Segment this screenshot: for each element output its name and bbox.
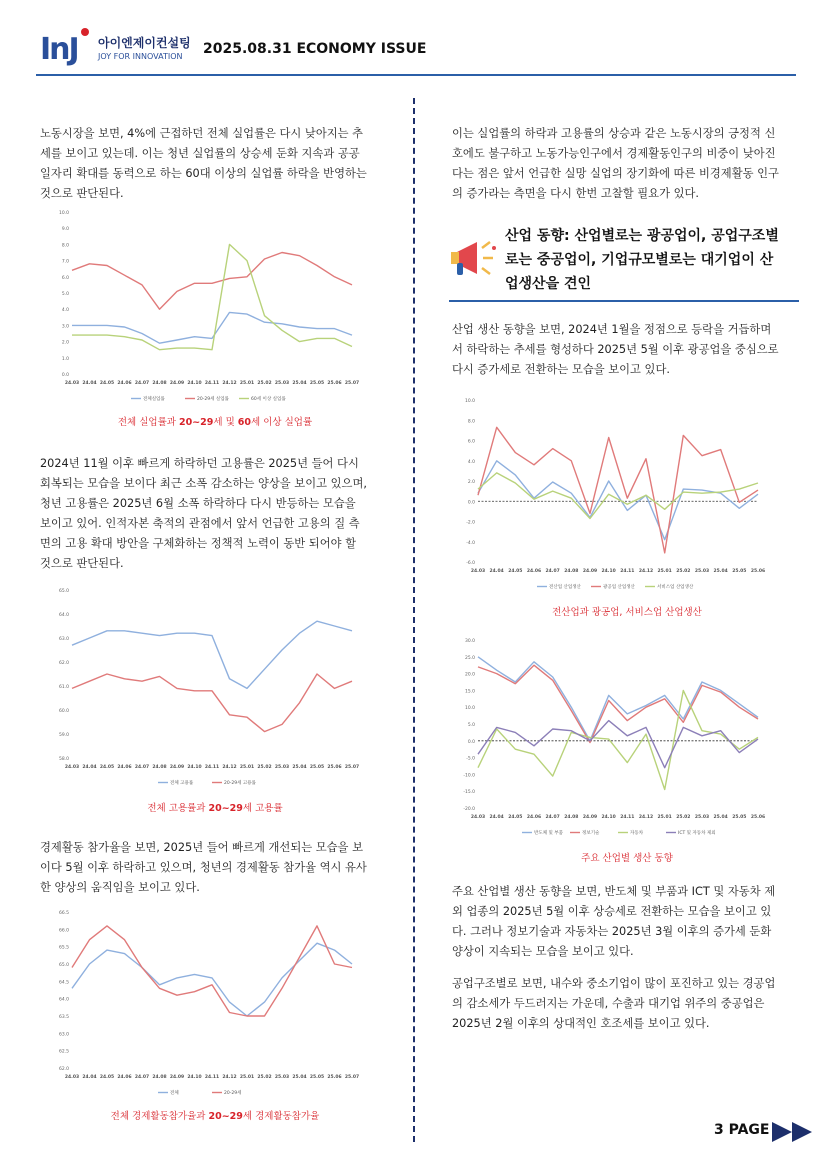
y-tick-label: 10.0	[464, 399, 475, 404]
y-tick-label: 1.0	[61, 356, 69, 362]
text-line: 의 감소세가 두드러지는 가운데, 수출과 대기업 위주의 중공업은	[452, 997, 765, 1010]
x-tick-label: 24.06	[117, 1075, 132, 1080]
chart-svg	[50, 906, 360, 1100]
legend-label: 전체실업률	[143, 397, 165, 402]
series-line	[478, 461, 758, 540]
caption-text: 세 경제활동참가율	[242, 1111, 320, 1122]
text-line: 면의 고용 확대 방안을 구체화하는 정책적 노력이 동반 되어야 할	[40, 537, 357, 550]
caption-unemployment	[40, 414, 390, 428]
x-tick-label: 24.05	[99, 1075, 115, 1080]
y-tick-label: -5.0	[466, 756, 475, 762]
x-tick-label: 25.04	[292, 381, 307, 386]
chart-major-industries	[456, 634, 766, 840]
y-tick-label: 10.0	[58, 211, 69, 216]
legend-label: 20-29세 고용률	[224, 781, 256, 786]
y-tick-label: 8.0	[61, 243, 69, 249]
logo-dot	[81, 28, 89, 36]
x-tick-label: 24.10	[187, 381, 202, 386]
y-tick-label: 62.0	[58, 661, 69, 666]
x-tick-label: 25.04	[713, 569, 728, 574]
x-tick-label: 24.11	[620, 569, 635, 574]
caption-major-industries: 주요 산업별 생산 동향	[581, 853, 673, 864]
series-line	[478, 427, 758, 553]
page-number: 3 PAGE	[714, 1122, 770, 1138]
legend-label: 서비스업 산업생산	[657, 585, 694, 590]
x-tick-label: 24.03	[64, 381, 80, 386]
text-line: 외 업종의 2025년 5월 이후 상승세로 전환하는 모습을 보이고 있	[452, 905, 772, 918]
legend-label: 전산업 산업생산	[549, 585, 581, 590]
x-tick-label: 24.11	[620, 815, 635, 820]
series-line	[72, 253, 352, 310]
x-tick-label: 24.12	[638, 815, 654, 820]
x-tick-label: 24.09	[169, 381, 185, 386]
text-line: 세를 보이고 있는데. 이는 청년 실업률의 상승세 둔화 지속과 공공	[40, 147, 360, 160]
x-tick-label: 24.10	[601, 815, 616, 820]
legend-label: ICT 및 자동차 제외	[678, 831, 716, 836]
text-line: 노동시장을 보면, 4%에 근접하던 전체 실업률은 다시 낮아지는 추	[40, 127, 364, 140]
series-line	[72, 943, 352, 1016]
x-tick-label: 24.03	[64, 1075, 80, 1080]
y-tick-label: 63.0	[58, 637, 69, 642]
x-tick-label: 24.07	[545, 815, 560, 820]
logo-english: JOY FOR INNOVATION	[98, 52, 183, 61]
y-tick-label: 0.0	[467, 739, 475, 745]
caption-text: 세 고용률	[242, 803, 283, 814]
x-tick-label: 25.02	[257, 1075, 272, 1080]
y-tick-label: 66.0	[58, 928, 69, 934]
text-line: 이다 5월 이후 하락하고 있으며, 청년의 경제활동 참가율 역시 유사	[40, 861, 367, 874]
x-tick-label: 24.09	[582, 569, 598, 574]
text-line: 보이고 있어. 인적자본 축적의 관점에서 앞서 언급한 고용의 질 측	[40, 517, 360, 530]
x-tick-label: 24.07	[134, 1075, 150, 1080]
x-tick-label: 24.06	[117, 765, 132, 770]
x-tick-label: 24.09	[169, 765, 185, 770]
title-line: 업생산을 견인	[505, 276, 592, 292]
paragraph-unemployment	[40, 124, 390, 204]
y-tick-label: 65.5	[58, 945, 69, 951]
x-tick-label: 24.04	[489, 815, 504, 820]
y-tick-label: 63.0	[58, 1032, 69, 1038]
x-tick-label: 24.06	[117, 381, 132, 386]
caption-text: 20~29	[208, 1111, 243, 1122]
title-line: 로는 중공업이, 기업규모별로는 대기업이 산	[505, 252, 774, 268]
x-tick-label: 24.04	[489, 569, 504, 574]
chart-svg	[50, 584, 360, 790]
legend-label: 자동차	[630, 831, 644, 836]
x-tick-label: 25.06	[750, 815, 766, 820]
y-tick-label: 2.0	[61, 340, 69, 346]
x-tick-label: 24.10	[601, 569, 616, 574]
megaphone-icon	[449, 236, 499, 280]
x-tick-label: 24.08	[564, 815, 579, 820]
legend-label: 60세 이상 실업률	[251, 397, 286, 402]
series-line	[72, 926, 352, 1016]
y-tick-label: 0.0	[61, 373, 69, 378]
y-tick-label: 64.0	[58, 997, 69, 1003]
chart-participation	[50, 906, 360, 1100]
y-tick-label: 7.0	[61, 259, 69, 265]
legend-label: 20-29세	[224, 1091, 242, 1096]
y-tick-label: 6.0	[61, 275, 69, 281]
x-tick-label: 25.05	[732, 815, 747, 820]
y-tick-label: 59.0	[58, 733, 69, 738]
x-tick-label: 25.03	[694, 815, 710, 820]
y-tick-label: 5.0	[467, 723, 475, 728]
legend-label: 광공업 산업생산	[603, 585, 635, 590]
x-tick-label: 24.08	[152, 1075, 167, 1080]
y-tick-label: 64.0	[58, 613, 69, 618]
x-tick-label: 24.08	[152, 381, 167, 386]
x-tick-label: 24.07	[545, 569, 560, 574]
x-tick-label: 24.11	[204, 381, 220, 386]
caption-industry-production: 전산업과 광공업, 서비스업 산업생산	[552, 607, 702, 618]
y-tick-label: 8.0	[467, 419, 475, 425]
y-tick-label: 66.5	[58, 911, 69, 916]
text-line: 산업 생산 동향을 보면, 2024년 1월을 정점으로 등락을 거듭하며	[452, 323, 772, 336]
x-tick-label: 25.05	[732, 569, 747, 574]
y-tick-label: 65.0	[58, 963, 69, 968]
y-tick-label: -15.0	[463, 790, 475, 796]
text-line: 다시 증가세로 전환하는 모습을 보이고 있다.	[452, 363, 670, 376]
caption-text: 전체 고용률과	[147, 803, 209, 814]
y-tick-label: -20.0	[463, 807, 475, 812]
y-tick-label: 25.0	[464, 655, 475, 661]
chart-svg	[456, 634, 766, 840]
y-tick-label: 63.5	[58, 1015, 69, 1020]
y-tick-label: 62.5	[58, 1049, 69, 1055]
section-heading-industry	[449, 222, 799, 302]
y-tick-label: 15.0	[464, 689, 475, 695]
y-tick-label: 4.0	[61, 308, 69, 314]
y-tick-label: -6.0	[466, 561, 475, 566]
text-line: 주요 산업별 생산 동향을 보면, 반도체 및 부품과 ICT 및 자동차 제	[452, 885, 776, 898]
x-tick-label: 25.01	[657, 569, 672, 574]
x-tick-label: 25.03	[274, 381, 290, 386]
x-tick-label: 24.12	[222, 381, 237, 386]
caption-text: 60	[237, 417, 252, 428]
x-tick-label: 25.03	[274, 1075, 290, 1080]
x-tick-label: 25.06	[327, 1075, 342, 1080]
y-tick-label: 2.0	[467, 480, 475, 485]
y-tick-label: 3.0	[61, 324, 69, 330]
chart-employment	[50, 584, 360, 790]
text-line: 공업구조별로 보면, 내수와 중소기업이 많이 포진하고 있는 경공업	[452, 977, 776, 990]
logo-korean: 아이엔제이컨설팅	[98, 36, 191, 50]
y-tick-label: 4.0	[467, 459, 475, 465]
y-tick-label: 60.0	[58, 709, 69, 714]
x-tick-label: 25.03	[694, 569, 710, 574]
legend-label: 정보기술	[582, 831, 600, 836]
x-tick-label: 25.02	[257, 765, 272, 770]
x-tick-label: 24.12	[222, 765, 237, 770]
company-logo	[40, 28, 200, 68]
text-line: 의 증가라는 측면을 다시 한번 고찰할 필요가 있다.	[452, 187, 699, 200]
y-tick-label: -4.0	[466, 540, 475, 546]
y-tick-label: 64.5	[58, 980, 69, 986]
x-tick-label: 24.05	[99, 381, 115, 386]
paragraph-labor-signal	[452, 124, 802, 204]
caption-text: 20~29	[178, 417, 214, 428]
y-tick-label: 6.0	[467, 439, 475, 445]
text-line: 2024년 11월 이후 빠르게 하락하던 고용률은 2025년 들어 다시	[40, 457, 359, 470]
chart-unemployment	[50, 206, 360, 406]
x-tick-label: 24.04	[82, 765, 97, 770]
caption-text: 세 및	[213, 417, 238, 428]
x-tick-label: 25.01	[239, 1075, 255, 1080]
section-title	[505, 224, 797, 296]
text-line: 것으로 판단된다.	[40, 187, 124, 200]
x-tick-label: 25.06	[327, 765, 342, 770]
paragraph-industry-structure	[452, 974, 802, 1034]
x-tick-label: 25.04	[713, 815, 728, 820]
x-tick-label: 25.07	[344, 1075, 360, 1080]
x-tick-label: 24.08	[564, 569, 579, 574]
x-tick-label: 24.05	[508, 815, 523, 820]
x-tick-label: 24.06	[526, 569, 542, 574]
text-line: 다. 그러나 정보기술과 자동차는 2025년 3월 이후의 증가세 둔화	[452, 925, 772, 938]
x-tick-label: 25.04	[292, 1075, 307, 1080]
x-tick-label: 24.11	[204, 765, 220, 770]
text-line: 서 하락하는 추세를 형성하다 2025년 5월 이후 광공업을 중심으로	[452, 343, 779, 356]
x-tick-label: 24.03	[64, 765, 80, 770]
column-divider	[413, 98, 415, 1142]
text-line: 호에도 불구하고 노동가능인구에서 경제활동인구의 비중이 낮아진	[452, 147, 776, 160]
x-tick-label: 24.03	[470, 815, 486, 820]
caption-text: 전체 실업률과	[117, 417, 179, 428]
y-tick-label: 30.0	[464, 639, 475, 644]
series-line	[478, 721, 758, 768]
x-tick-label: 24.09	[582, 815, 598, 820]
x-tick-label: 25.04	[292, 765, 307, 770]
y-tick-label: 58.0	[58, 757, 69, 762]
caption-text: 전체 경제활동참가율과	[110, 1111, 209, 1122]
x-tick-label: 24.06	[526, 815, 542, 820]
caption-employment	[40, 800, 390, 814]
y-tick-label: 61.0	[58, 685, 69, 690]
text-line: 다는 점은 앞서 언급한 실망 실업의 장기화에 따른 비경제활동 인구	[452, 167, 779, 180]
y-tick-label: 20.0	[464, 672, 475, 678]
x-tick-label: 25.05	[309, 1075, 325, 1080]
text-line: 한 양상의 움직임을 보이고 있다.	[40, 881, 200, 894]
x-tick-label: 25.05	[309, 381, 325, 386]
legend-label: 반도체 및 부품	[534, 831, 563, 836]
series-line	[72, 312, 352, 343]
issue-title: 2025.08.31 ECONOMY ISSUE	[203, 41, 427, 57]
text-line: 회복되는 모습을 보이다 최근 소폭 감소하는 양상을 보이고 있으며,	[40, 477, 367, 490]
y-tick-label: 9.0	[61, 227, 69, 233]
x-tick-label: 24.07	[134, 381, 150, 386]
x-tick-label: 25.01	[657, 815, 672, 820]
paragraph-major-industries	[452, 882, 802, 962]
text-line: 일자리 확대를 동력으로 하는 60대 이상의 실업률 하락을 반영하는	[40, 167, 367, 180]
text-line: 2025년 2월 이후의 상대적인 호조세를 보이고 있다.	[452, 1017, 710, 1030]
chart-svg	[456, 394, 766, 594]
text-line: 양상이 지속되는 모습을 보이고 있다.	[452, 945, 634, 958]
text-line: 경제활동 참가율을 보면, 2025년 들어 빠르게 개선되는 모습을 보	[40, 841, 363, 854]
x-tick-label: 25.05	[309, 765, 325, 770]
x-tick-label: 25.02	[676, 815, 691, 820]
y-tick-label: 62.0	[58, 1067, 69, 1072]
x-tick-label: 24.10	[187, 1075, 202, 1080]
y-tick-label: -10.0	[463, 773, 475, 779]
header-rule	[36, 74, 796, 76]
legend-label: 전체 고용률	[170, 781, 194, 786]
y-tick-label: 65.0	[58, 589, 69, 594]
y-tick-label: 5.0	[61, 292, 69, 297]
caption-text: 세 이상 실업률	[251, 417, 313, 428]
text-line: 이는 실업률의 하락과 고용률의 상승과 같은 노동시장의 긍정적 신	[452, 127, 776, 140]
x-tick-label: 24.11	[204, 1075, 220, 1080]
x-tick-label: 25.07	[344, 765, 360, 770]
x-tick-label: 25.06	[750, 569, 766, 574]
x-tick-label: 24.12	[638, 569, 654, 574]
caption-text: 20~29	[208, 803, 243, 814]
logo-mark: InJ	[40, 32, 78, 67]
x-tick-label: 24.07	[134, 765, 150, 770]
y-tick-label: -2.0	[466, 520, 475, 526]
x-tick-label: 24.10	[187, 765, 202, 770]
series-line	[72, 244, 352, 349]
x-tick-label: 24.03	[470, 569, 486, 574]
x-tick-label: 24.09	[169, 1075, 185, 1080]
x-tick-label: 25.06	[327, 381, 342, 386]
x-tick-label: 24.08	[152, 765, 167, 770]
x-tick-label: 25.01	[239, 381, 255, 386]
series-line	[72, 674, 352, 732]
legend-label: 전체	[170, 1091, 179, 1096]
y-tick-label: 0.0	[467, 500, 475, 506]
section-rule	[449, 300, 799, 302]
text-line: 것으로 판단된다.	[40, 557, 124, 570]
title-line: 산업 동향: 산업별로는 광공업이, 공업구조별	[505, 228, 779, 244]
x-tick-label: 25.03	[274, 765, 290, 770]
page-header	[40, 28, 800, 76]
x-tick-label: 24.05	[99, 765, 115, 770]
x-tick-label: 24.12	[222, 1075, 237, 1080]
next-arrows-icon	[772, 1120, 816, 1144]
chart-svg	[50, 206, 360, 406]
chart-industry-production	[456, 394, 766, 594]
y-tick-label: 10.0	[464, 706, 475, 712]
series-line	[72, 621, 352, 688]
legend-label: 20-29세 실업률	[197, 397, 229, 402]
x-tick-label: 24.05	[508, 569, 523, 574]
paragraph-employment	[40, 454, 390, 574]
x-tick-label: 24.04	[82, 381, 97, 386]
x-tick-label: 25.02	[257, 381, 272, 386]
paragraph-industry-production	[452, 320, 802, 380]
paragraph-participation	[40, 838, 390, 898]
x-tick-label: 25.01	[239, 765, 255, 770]
caption-participation	[40, 1108, 390, 1122]
x-tick-label: 25.02	[676, 569, 691, 574]
x-tick-label: 24.04	[82, 1075, 97, 1080]
text-line: 청년 고용률은 2025년 6월 소폭 하락하다 다시 반등하는 모습을	[40, 497, 356, 510]
x-tick-label: 25.07	[344, 381, 360, 386]
